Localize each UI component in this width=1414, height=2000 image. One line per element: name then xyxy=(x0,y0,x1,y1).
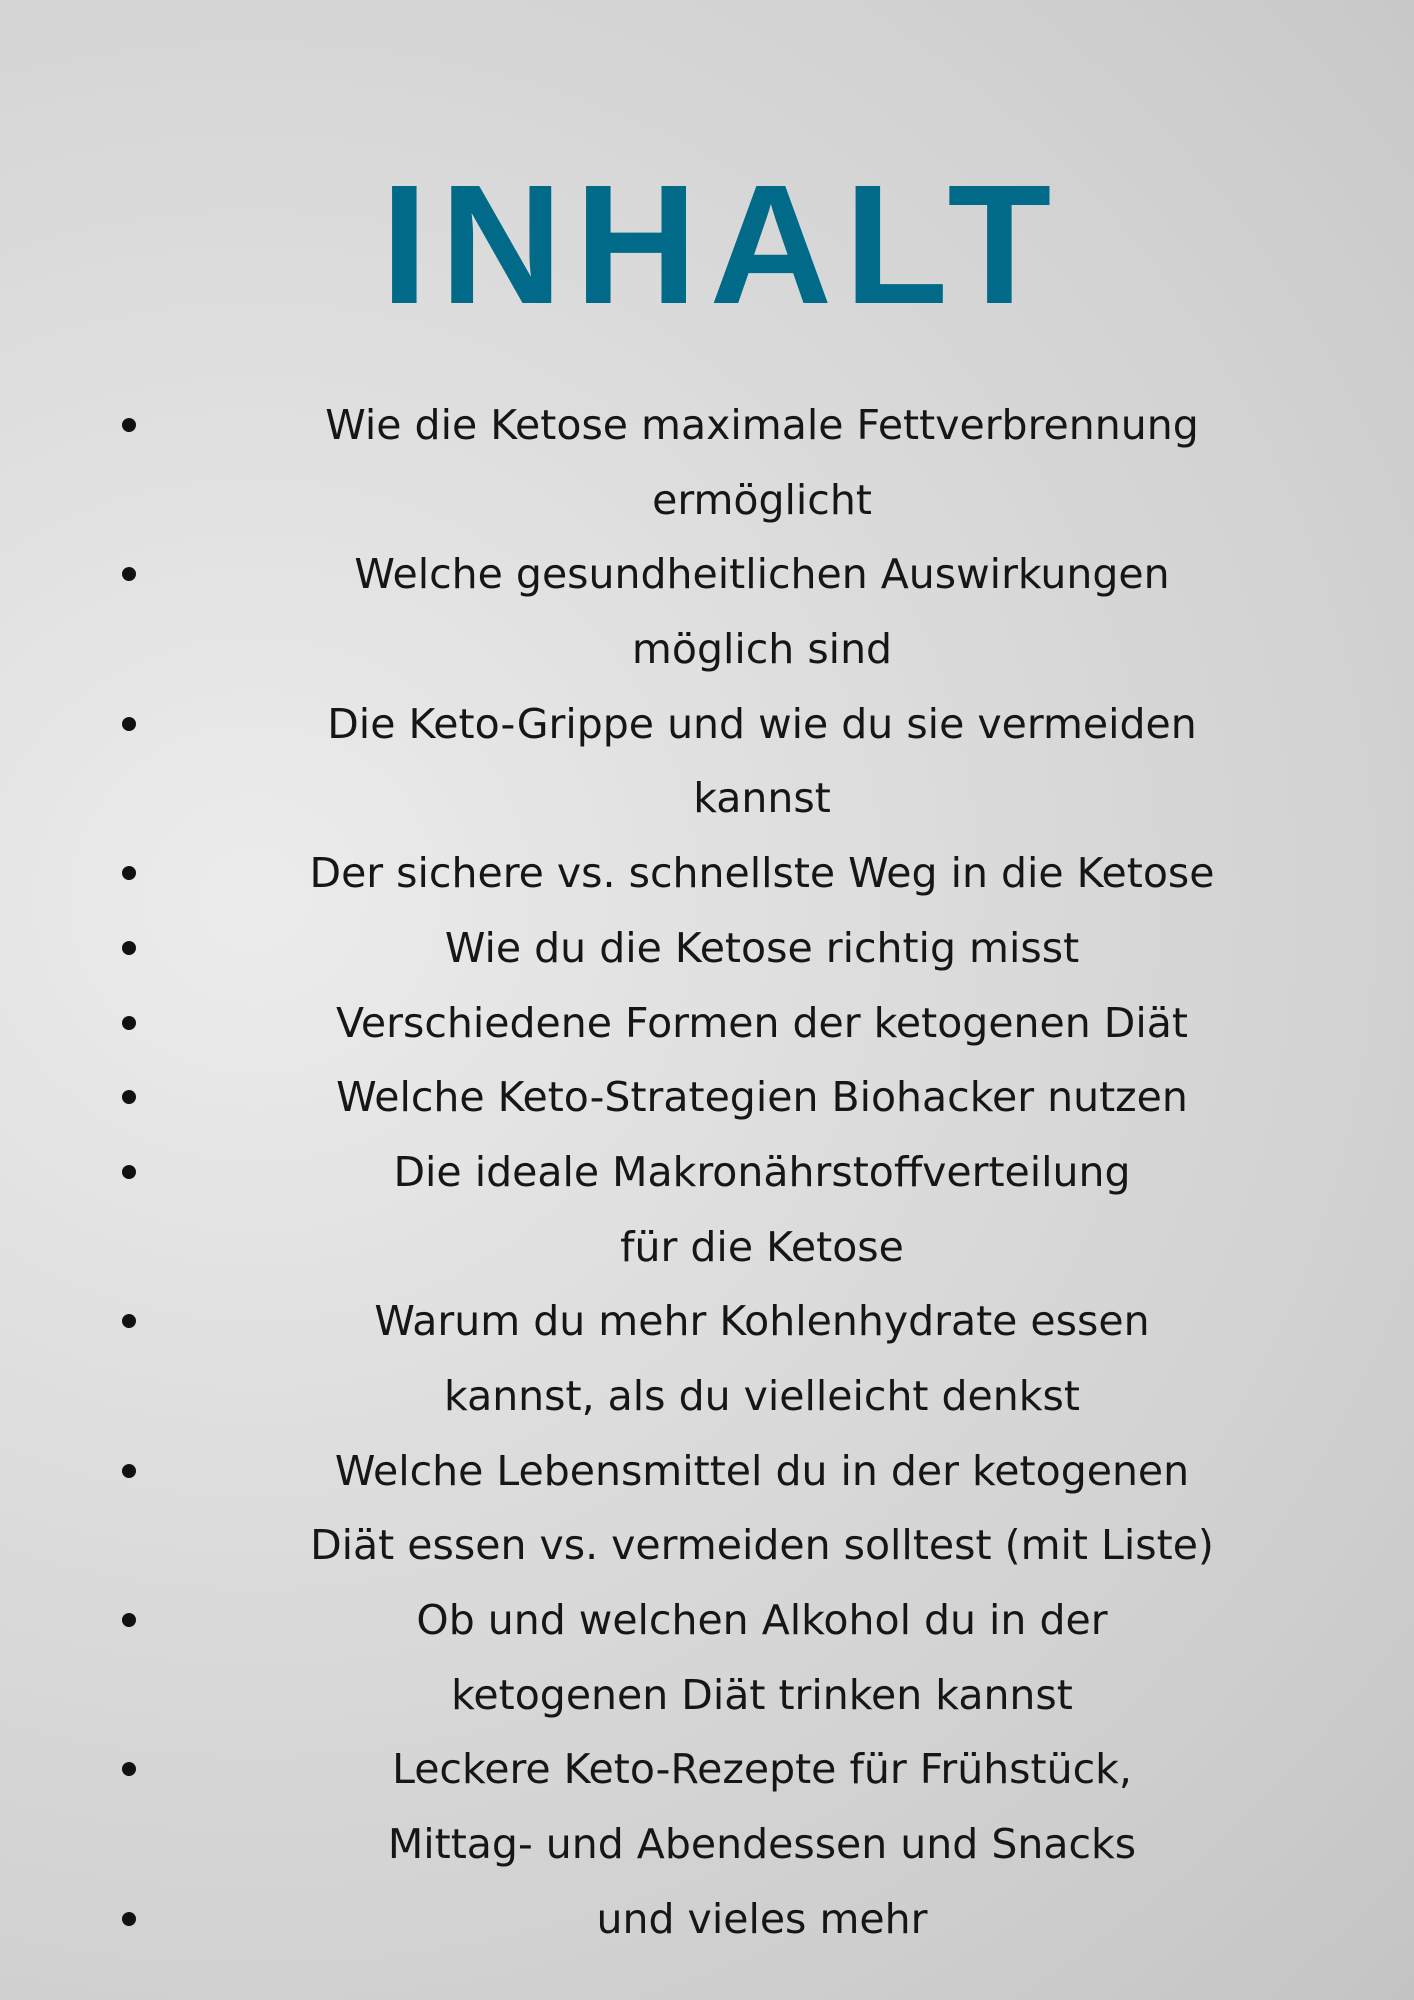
list-item-text: Welche Lebensmittel du in der ketogenen xyxy=(334,1446,1190,1495)
list-item-text: Wie die Ketose maximale Fettverbrennung xyxy=(325,401,1199,449)
list-item xyxy=(0,388,1414,537)
list-item-text: Der sichere vs. schnellste Weg in die Ketose xyxy=(309,849,1215,898)
bullet-icon xyxy=(122,941,136,955)
bullet-icon xyxy=(122,418,136,432)
list-item xyxy=(0,1583,1414,1732)
page-title: INHALT xyxy=(380,150,1064,340)
list-item-text: möglich sind xyxy=(631,625,893,674)
list-item-text: Welche Keto-Strategien Biohacker nutzen xyxy=(336,1073,1188,1122)
list-item xyxy=(0,1060,1414,1135)
list-item-text: und vieles mehr xyxy=(596,1894,928,1943)
bullet-icon xyxy=(122,1464,136,1478)
list-item-text: Verschiedene Formen der ketogenen Diät xyxy=(336,998,1188,1047)
bullet-icon xyxy=(122,1912,136,1926)
list-item xyxy=(0,986,1414,1061)
list-item xyxy=(0,1135,1414,1284)
list-item xyxy=(0,1284,1414,1433)
list-item xyxy=(0,1732,1414,1881)
list-item-text: Die Keto-Grippe und wie du sie vermeiden xyxy=(327,699,1197,748)
contents-list xyxy=(0,388,1414,1956)
list-item-text: Ob und welchen Alkohol du in der xyxy=(416,1596,1108,1644)
list-item xyxy=(0,836,1414,911)
list-item xyxy=(0,687,1414,836)
list-item-text: Mittag- und Abendessen und Snacks xyxy=(387,1820,1137,1869)
list-item-text: kannst xyxy=(693,774,831,823)
bullet-icon xyxy=(122,1016,136,1030)
list-item-text: Leckere Keto-Rezepte für Frühstück, xyxy=(392,1745,1132,1794)
list-item-text: ermöglicht xyxy=(652,475,872,524)
list-item-text: für die Ketose xyxy=(620,1222,904,1271)
list-item-text: Welche gesundheitlichen Auswirkungen xyxy=(354,550,1170,599)
list-item-text: kannst, als du vielleicht denkst xyxy=(444,1371,1080,1420)
list-item xyxy=(0,911,1414,986)
list-item-text: Wie du die Ketose richtig misst xyxy=(444,923,1080,972)
bullet-icon xyxy=(122,717,136,731)
list-item xyxy=(0,537,1414,686)
list-item-text: Diät essen vs. vermeiden solltest (mit Liste) xyxy=(310,1521,1214,1570)
list-item xyxy=(0,1434,1414,1583)
bullet-icon xyxy=(122,1613,136,1627)
list-item-text: Warum du mehr Kohlenhydrate essen xyxy=(374,1297,1150,1346)
bullet-icon xyxy=(122,1165,136,1179)
list-item-text: ketogenen Diät trinken kannst xyxy=(451,1670,1073,1719)
list-item xyxy=(0,1882,1414,1957)
list-item-text: Die ideale Makronährstoffverteilung xyxy=(393,1147,1131,1196)
